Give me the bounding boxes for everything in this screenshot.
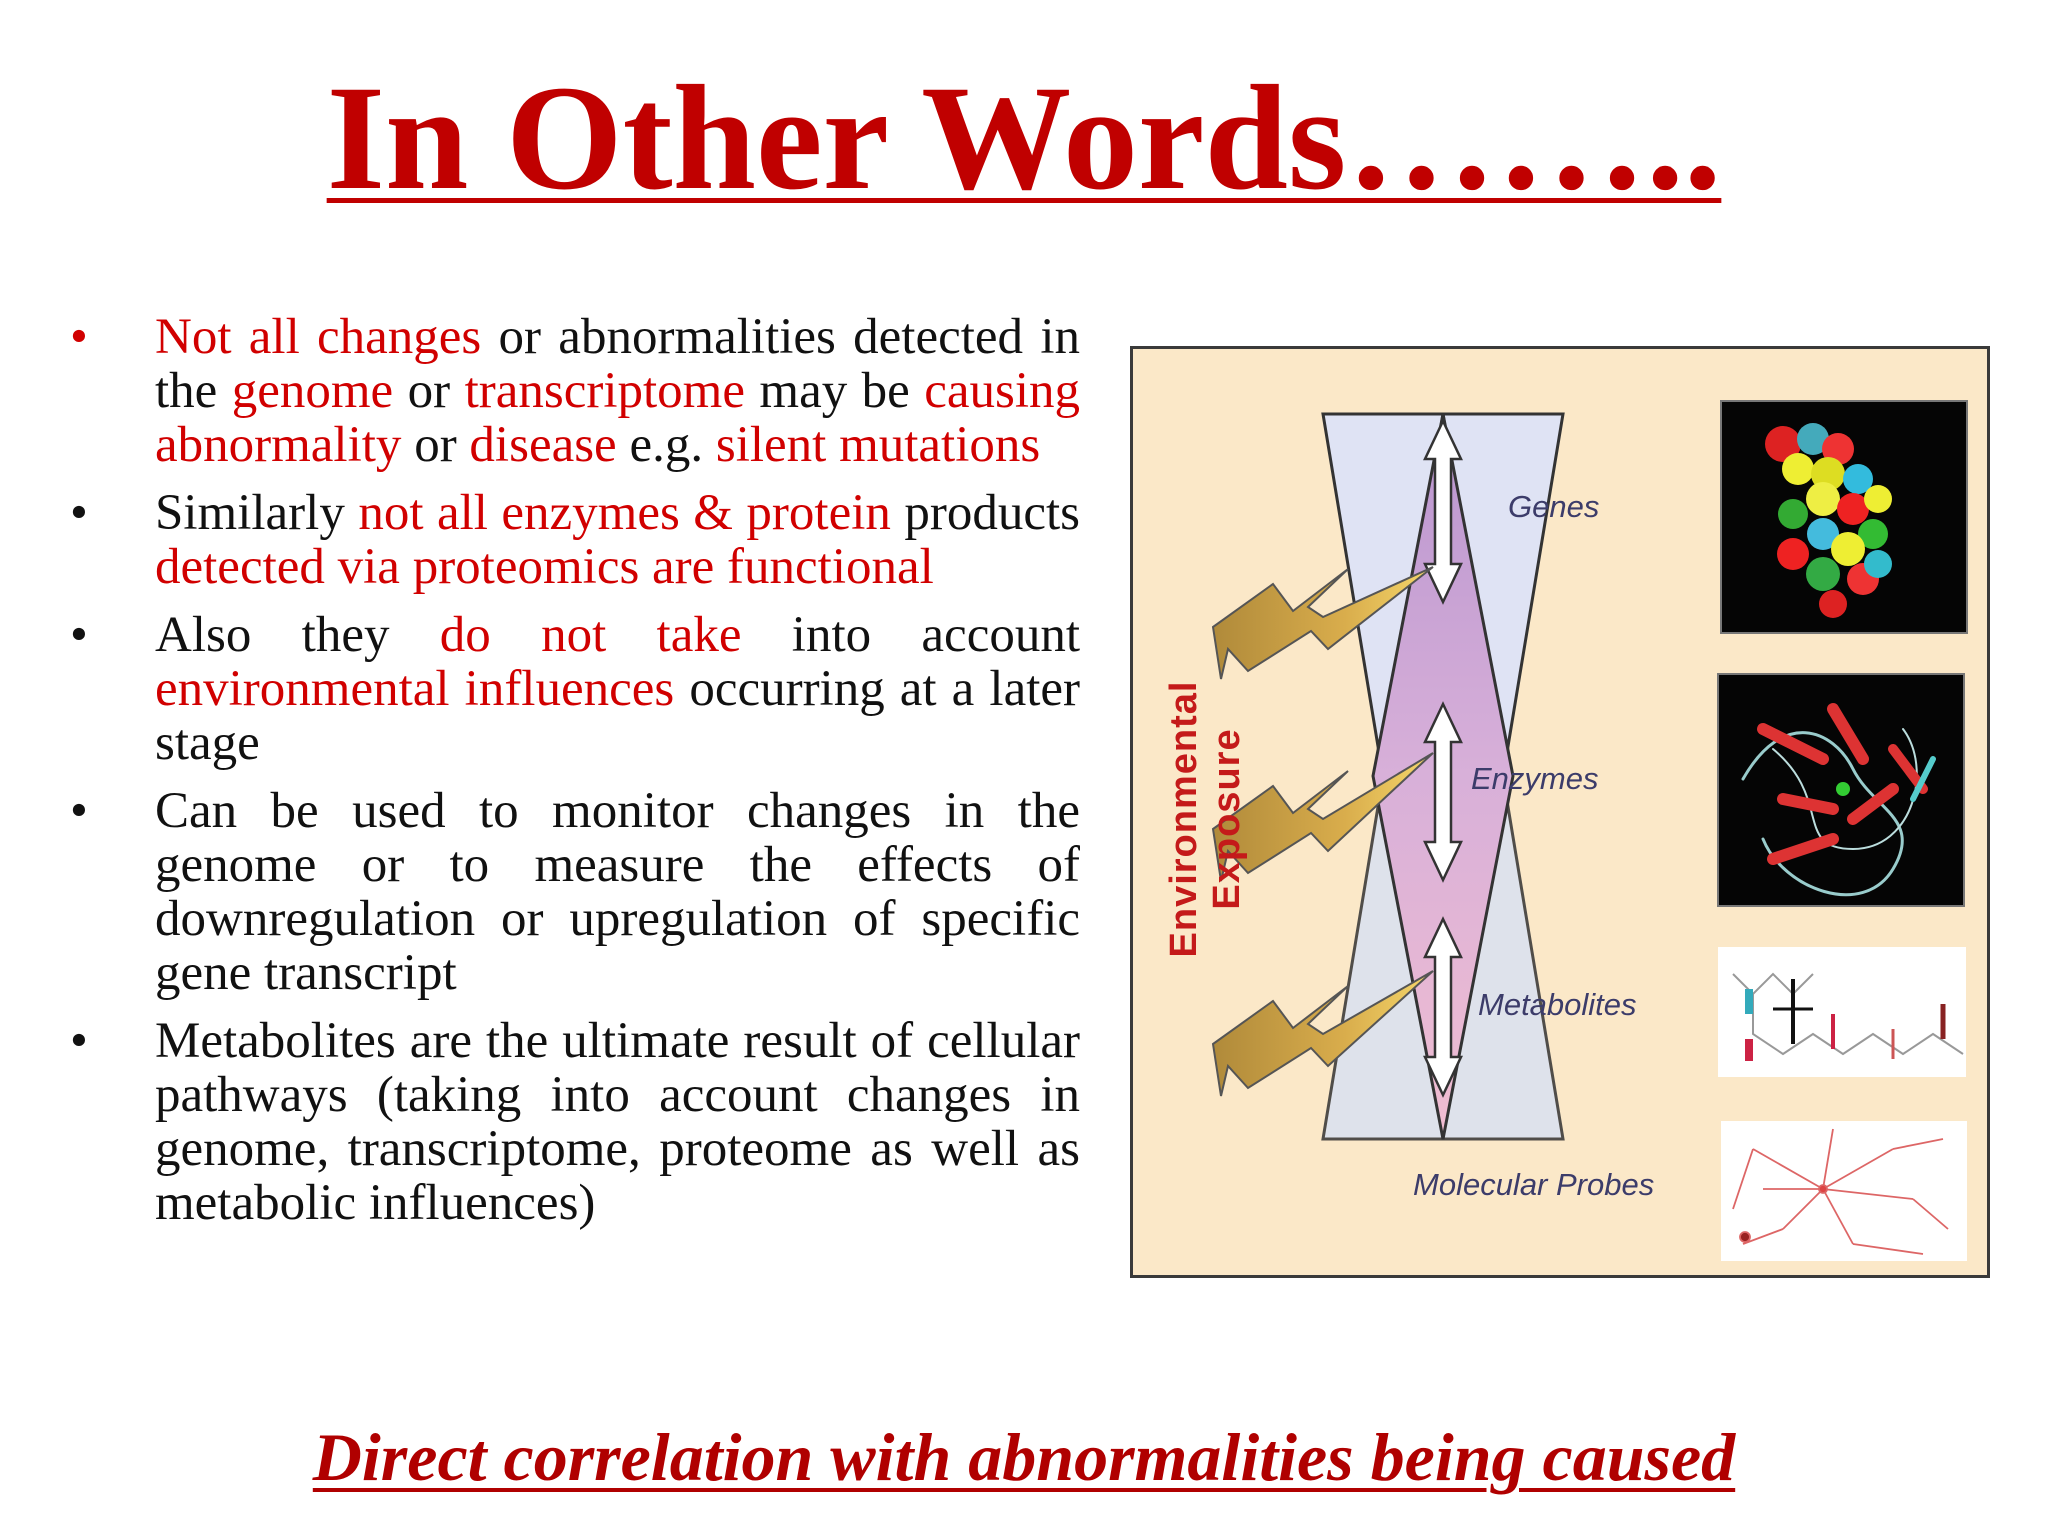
metabolite-panel [1718,947,1966,1077]
highlight-text: environmental influences [155,661,675,717]
bullet-item [70,486,1080,594]
bottom-conclusion: Direct correlation with abnormalities being caused [312,1419,1736,1495]
body-text: may be [744,363,925,419]
body-text: occurring at a later stage [155,661,1080,771]
highlight-text: silent mutations [715,417,1041,473]
body-text: Also they [155,607,440,663]
body-text: products [890,485,1080,541]
body-text: into account [741,607,1081,663]
bullet-item [70,608,1080,770]
bullet-item [70,310,1080,472]
highlight-text: do not take [439,607,742,663]
environmental-exposure-label: Environmental Exposure [1163,680,1248,958]
omics-figure [1130,346,1990,1278]
bullet-text [155,485,1080,595]
bullet-marker: • [70,1013,88,1069]
bullet-marker: • [70,309,88,365]
body-text: Can be used to monitor changes in the genome or to measure the effects of downregulation or upregulation of specific gene transcript [155,783,1080,1001]
highlight-text: detected via proteomics are functional [155,539,934,595]
highlight-text: genome [231,363,394,419]
enzymes-label: Enzymes [1471,761,1599,796]
body-text: or [393,363,465,419]
highlight-text: transcriptome [464,363,745,419]
highlight-text: causing abnormality [155,363,1081,473]
slide-title: In Other Words…….. [326,55,1722,221]
bullet-marker: • [70,783,88,839]
body-text: or abnormalities detected in the [155,309,1080,419]
genes-label: Genes [1508,489,1600,524]
highlight-text: Not all changes [155,309,482,365]
bullet-item [70,784,1080,1000]
bullet-item [70,1014,1080,1230]
body-text: Metabolites are the ultimate result of cellular pathways (taking into account changes in genome, transcriptome, proteome as well as metabolic influences) [155,1013,1080,1231]
body-text: or [401,417,470,473]
bullet-text [155,607,1080,771]
bullet-list [70,310,1080,1244]
bullet-text [155,783,1080,1001]
bullet-text [155,1013,1080,1231]
molecular-probes-label: Molecular Probes [1413,1167,1655,1202]
body-text: e.g. [616,417,716,473]
metabolites-label: Metabolites [1478,987,1637,1022]
body-text: Similarly [155,485,359,541]
highlight-text: disease [469,417,617,473]
bullet-marker: • [70,607,88,663]
bullet-text [155,309,1080,473]
bullet-marker: • [70,485,88,541]
highlight-text: not all enzymes & protein [358,485,891,541]
